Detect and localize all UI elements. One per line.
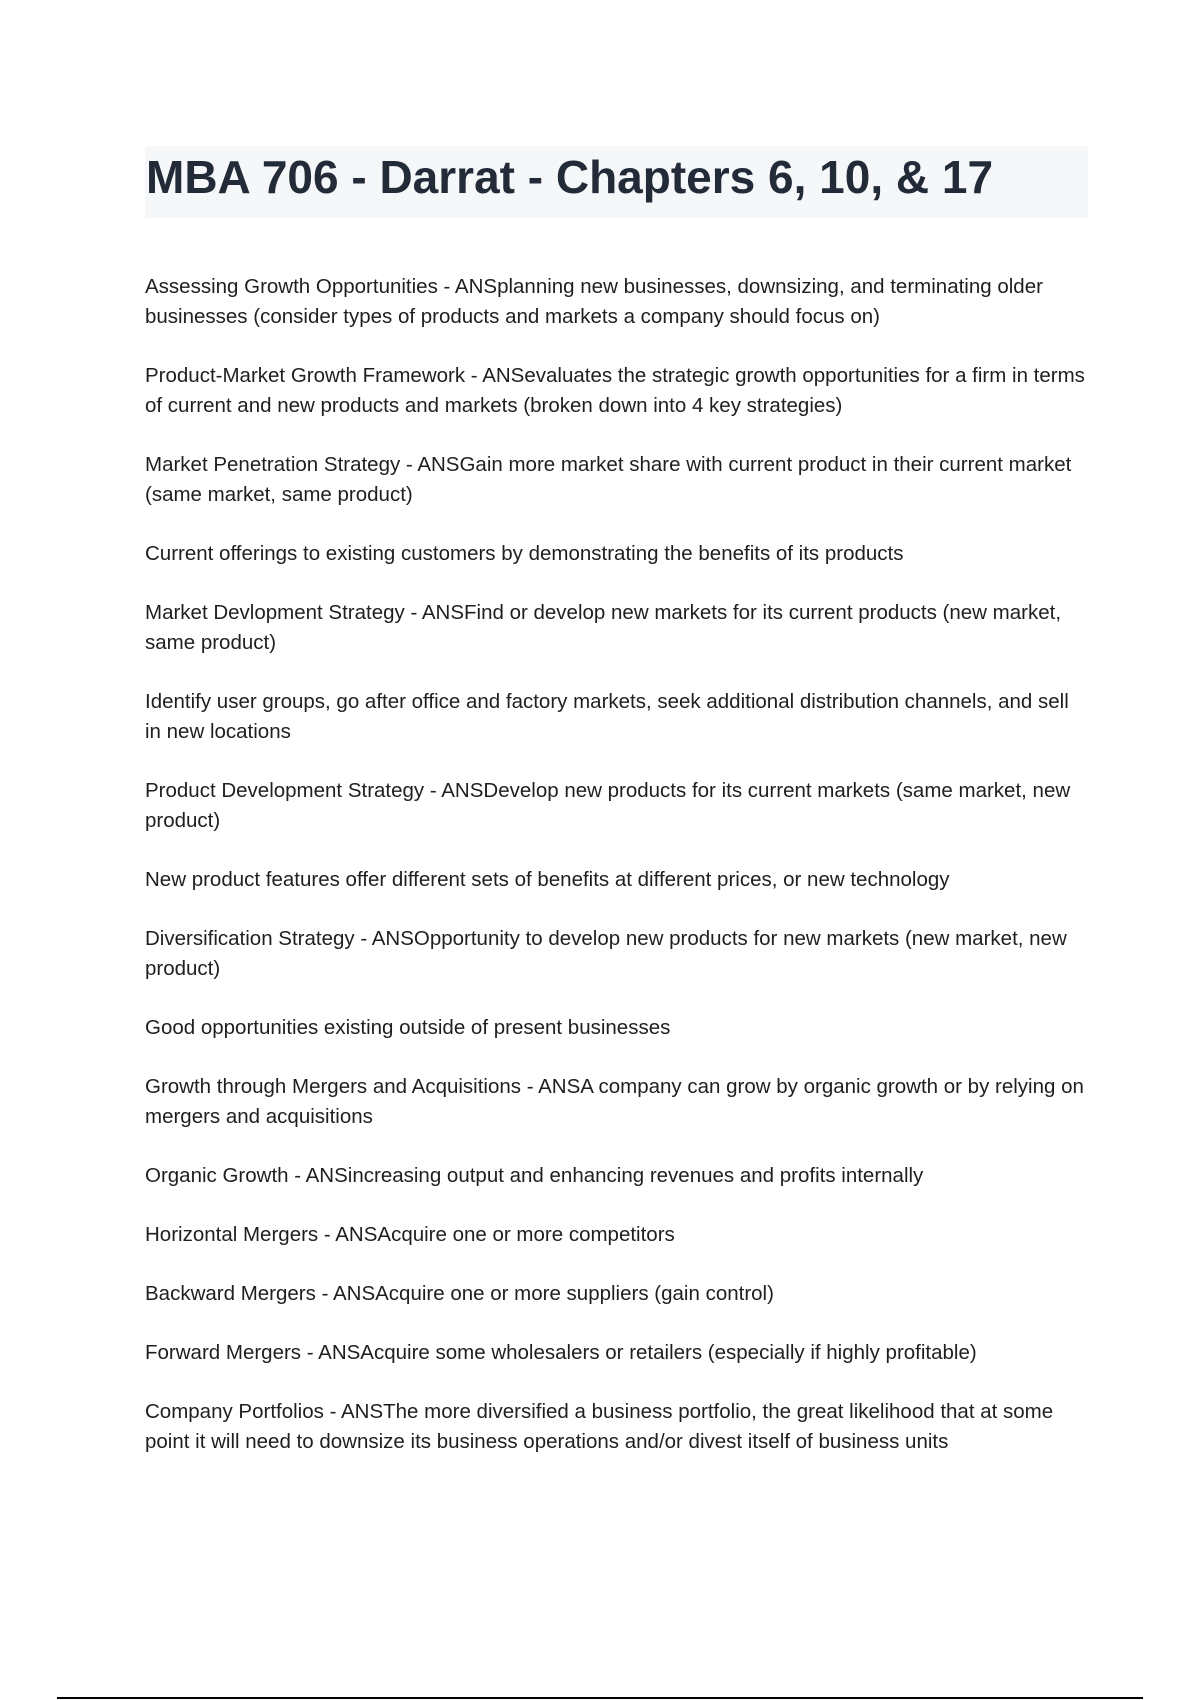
- entry-item: Growth through Mergers and Acquisitions - ANSA company can grow by organic growth or by relying on mergers and acquisitions: [145, 1075, 1084, 1128]
- entry-item: Market Penetration Strategy - ANSGain more market share with current product in their current market (same market, same product): [145, 453, 1072, 506]
- entry-item: Forward Mergers - ANSAcquire some wholesalers or retailers (especially if highly profitable): [145, 1341, 977, 1364]
- entry-item: Assessing Growth Opportunities - ANSplanning new businesses, downsizing, and terminating older businesses (consider types of products and markets a company should focus on): [145, 275, 1043, 328]
- entry-item: Organic Growth - ANSincreasing output and enhancing revenues and profits internally: [145, 1164, 924, 1187]
- title-block: [145, 146, 1088, 218]
- entry-item: Product Development Strategy - ANSDevelop new products for its current markets (same market, new product): [145, 779, 1071, 832]
- entry-item: Product-Market Growth Framework - ANSevaluates the strategic growth opportunities for a firm in terms of current and new products and markets (broken down into 4 key strategies): [145, 364, 1085, 417]
- entry-item: Backward Mergers - ANSAcquire one or more suppliers (gain control): [145, 1282, 774, 1305]
- entry-item: Identify user groups, go after office and factory markets, seek additional distribution channels, and sell in new locations: [145, 690, 1069, 743]
- entry-item: New product features offer different sets of benefits at different prices, or new technology: [145, 868, 950, 891]
- entry-item: Horizontal Mergers - ANSAcquire one or more competitors: [145, 1223, 675, 1246]
- entry-item: Company Portfolios - ANSThe more diversified a business portfolio, the great likelihood that at some point it will need to downsize its business operations and/or divest itself of business units: [145, 1400, 1054, 1453]
- footer-divider: [57, 1697, 1143, 1699]
- page-title: MBA 706 - Darrat - Chapters 6, 10, & 17: [146, 151, 994, 203]
- entry-item: Current offerings to existing customers by demonstrating the benefits of its products: [145, 542, 904, 565]
- entry-list: [145, 272, 1085, 1486]
- entry-item: Market Devlopment Strategy - ANSFind or develop new markets for its current products (new market, same product): [145, 601, 1062, 654]
- entry-item: Good opportunities existing outside of present businesses: [145, 1016, 671, 1039]
- entry-item: Diversification Strategy - ANSOpportunity to develop new products for new markets (new market, new product): [145, 927, 1067, 980]
